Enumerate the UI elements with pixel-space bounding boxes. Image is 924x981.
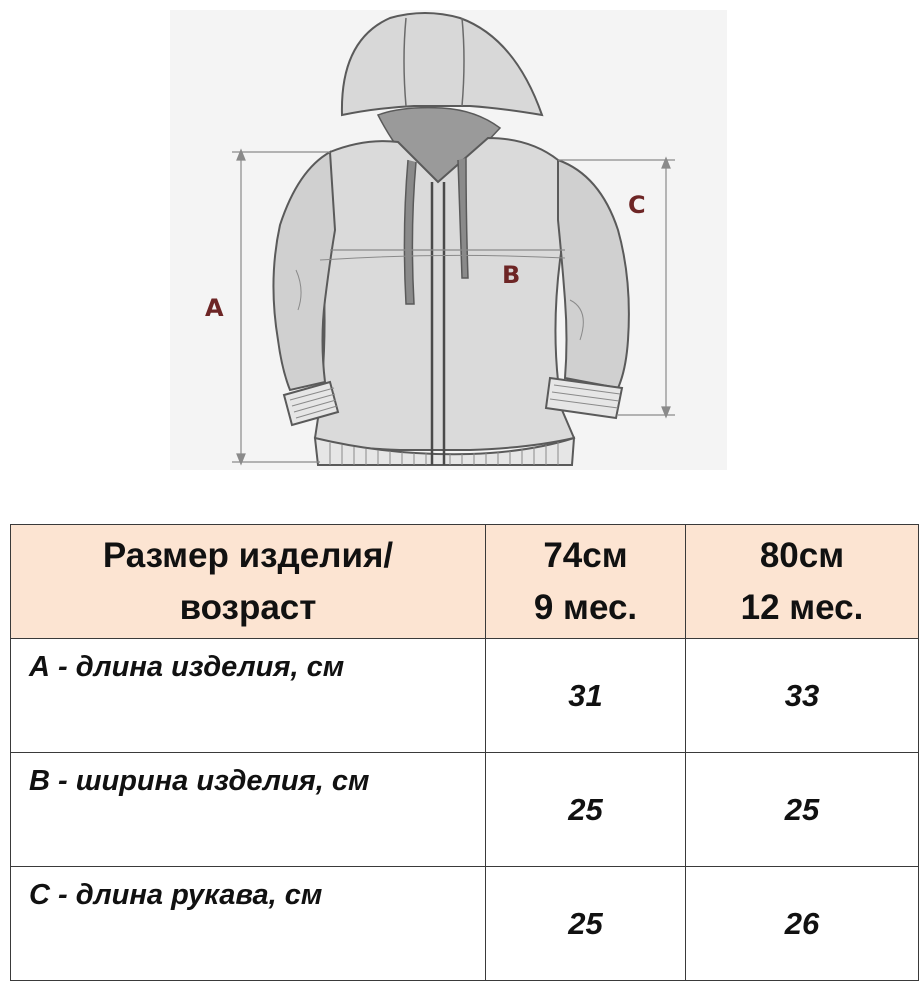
header-parameter-line1: Размер изделия/ — [102, 535, 394, 575]
header-age: 12 мес. — [740, 587, 864, 627]
header-parameter-line2: возраст — [179, 587, 317, 627]
row-value: 31 — [486, 639, 686, 753]
hoodie-drawing — [170, 10, 727, 470]
dimension-c-label: C — [628, 191, 646, 219]
header-size: 80см — [759, 535, 845, 575]
header-size-80 — [686, 525, 919, 639]
row-value: 25 — [486, 753, 686, 867]
header-age: 9 мес. — [533, 587, 638, 627]
header-size: 74см — [543, 535, 628, 575]
row-label: А - длина изделия, см — [11, 639, 486, 753]
table-row — [11, 639, 919, 753]
table-row — [11, 753, 919, 867]
right-sleeve — [558, 160, 629, 388]
row-value: 25 — [486, 867, 686, 981]
header-size-74 — [486, 525, 686, 639]
dimension-b-label: B — [502, 261, 521, 289]
table-row — [11, 867, 919, 981]
table-header-row — [11, 525, 919, 639]
row-value: 26 — [686, 867, 919, 981]
row-label: В - ширина изделия, см — [11, 753, 486, 867]
row-label: С - длина рукава, см — [11, 867, 486, 981]
row-value: 33 — [686, 639, 919, 753]
hood — [342, 13, 542, 115]
hoodie-measurement-diagram — [170, 10, 727, 470]
dimension-a-label: A — [205, 294, 224, 322]
size-table — [10, 524, 919, 981]
header-parameter — [11, 525, 486, 639]
row-value: 25 — [686, 753, 919, 867]
